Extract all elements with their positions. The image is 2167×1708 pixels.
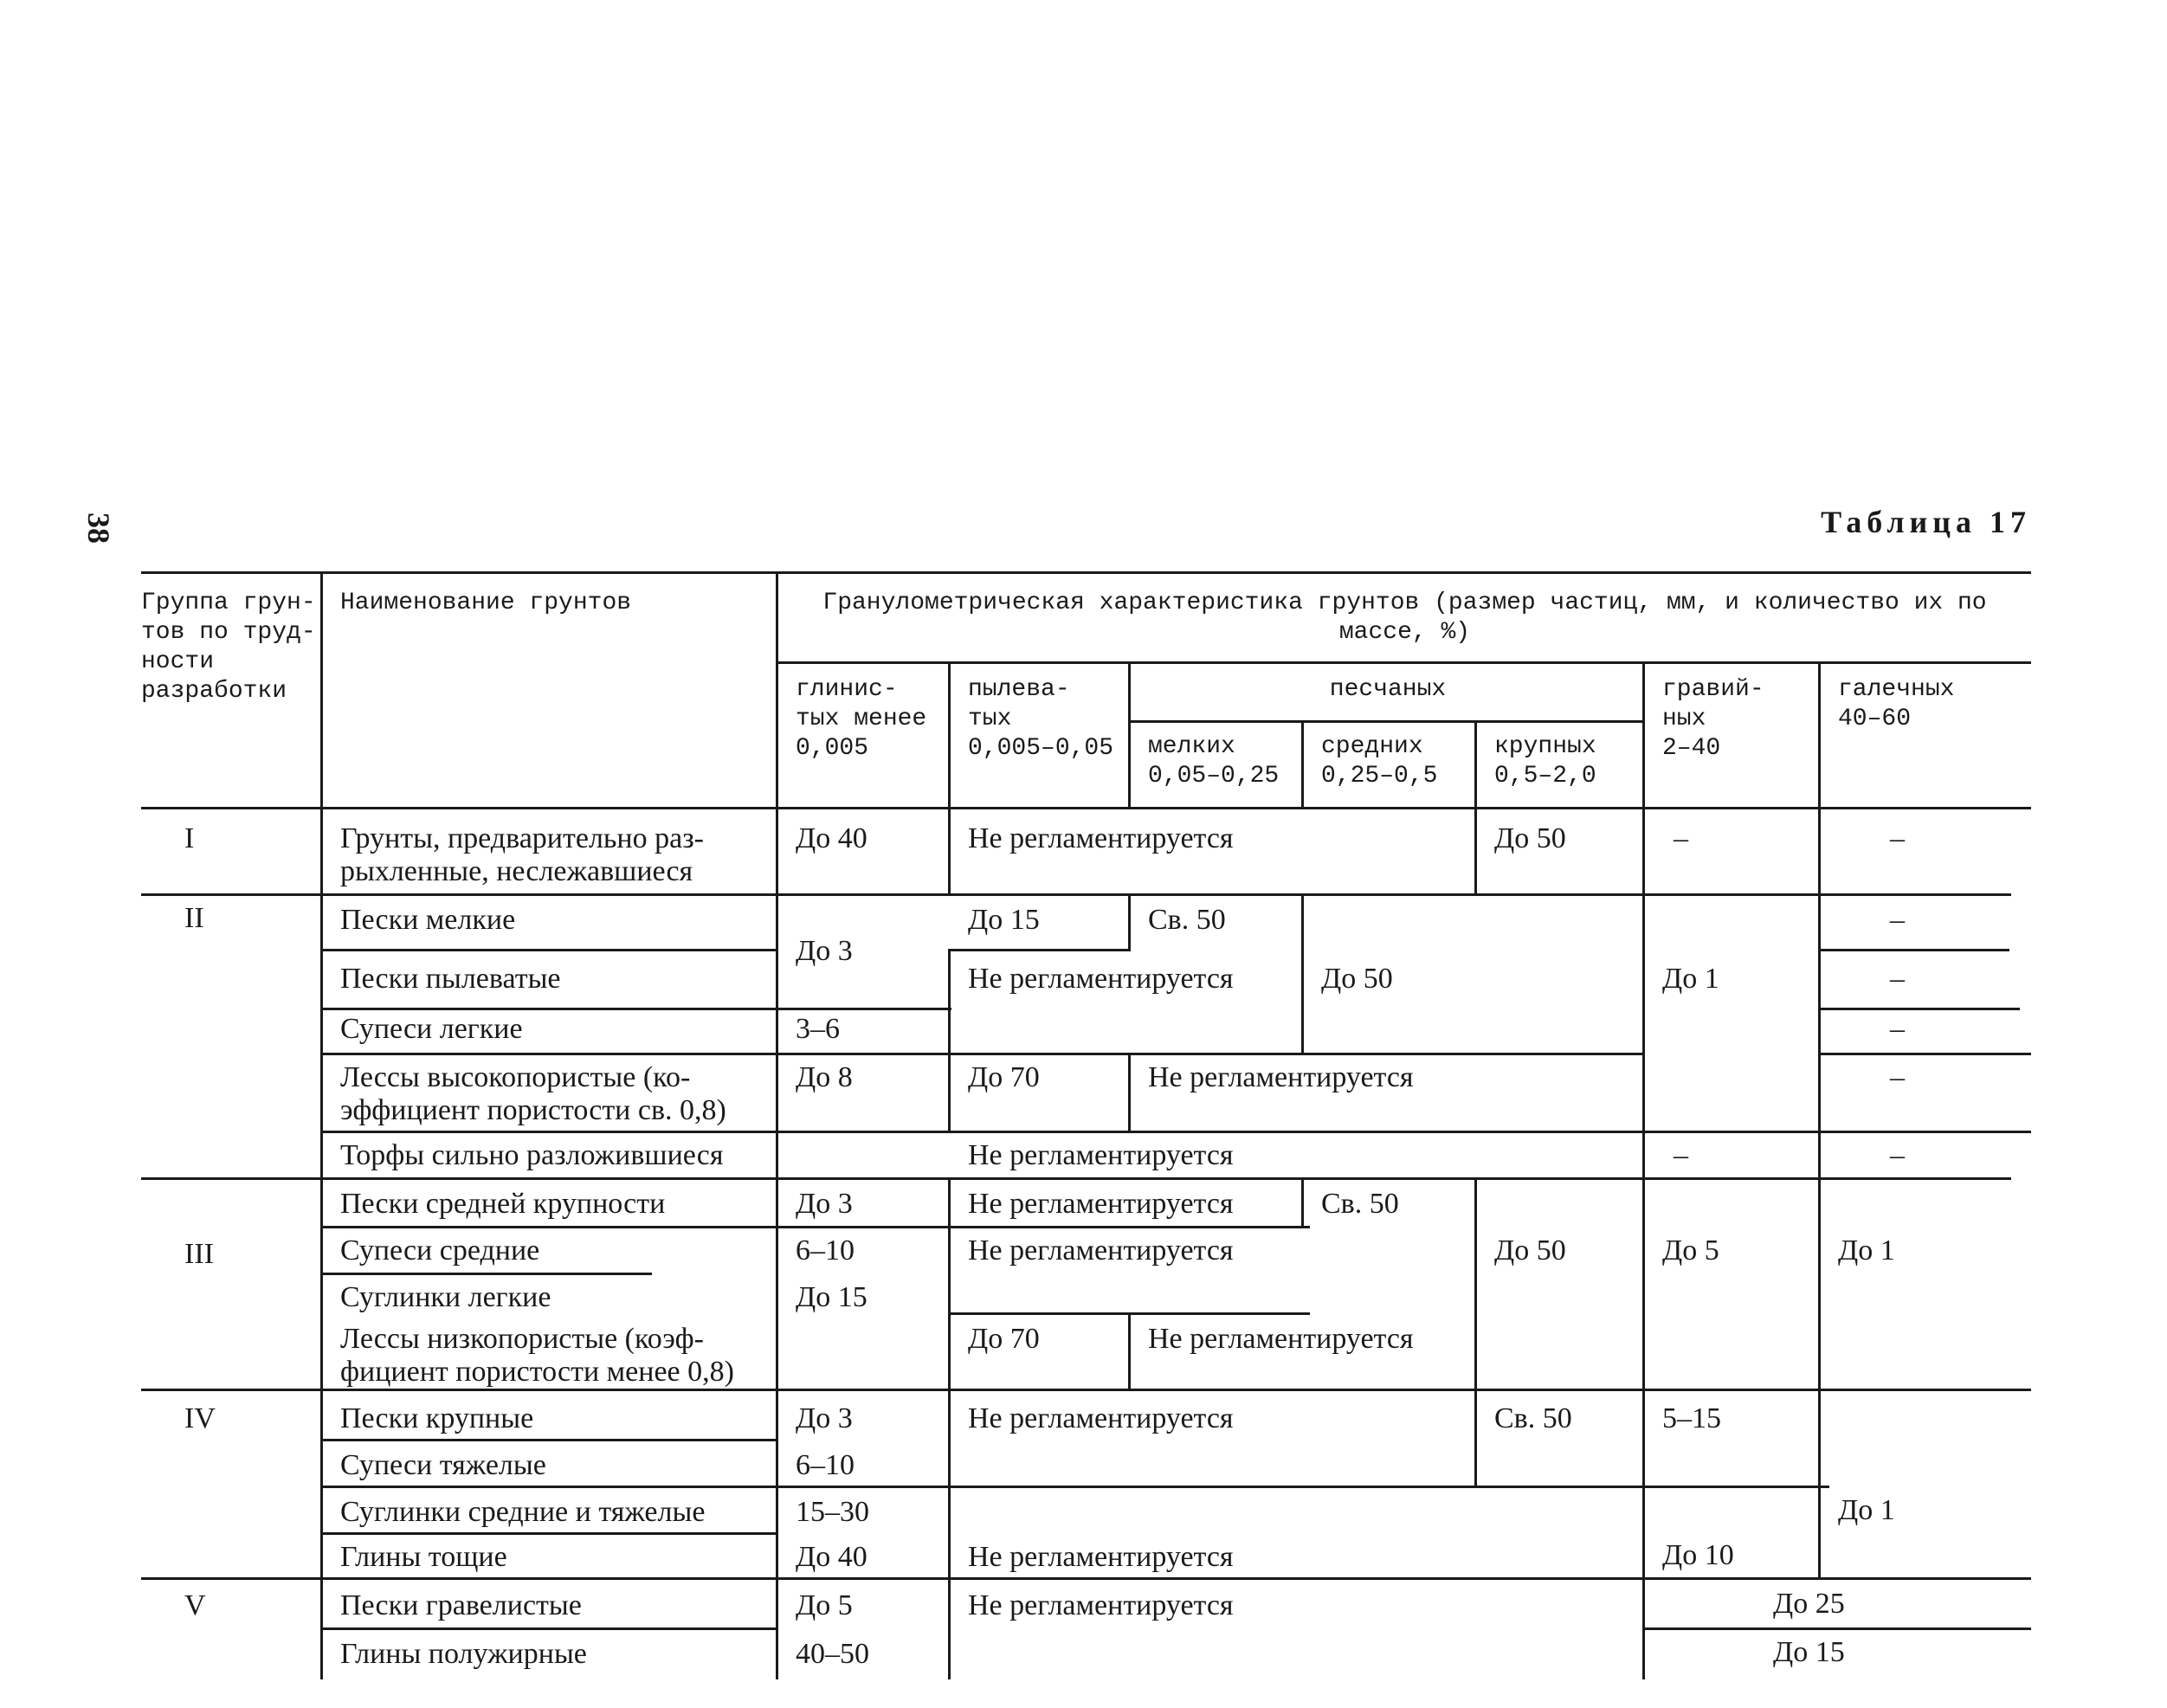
rule-col-medium-r2 (1301, 893, 1304, 1053)
rule-top (141, 571, 2031, 574)
rule-col-coarse-head (1474, 720, 1477, 807)
row-12-clay: 6–10 (796, 1449, 855, 1481)
row-13-clay: 15–30 (796, 1496, 869, 1528)
row-8-mid: Не регламентируется (968, 1234, 1234, 1266)
row-11-gravel: 5–15 (1662, 1402, 1721, 1434)
row-2-3-clay: До 3 (796, 935, 853, 967)
row-2-4-sand: До 50 (1321, 963, 1393, 995)
rule-col-silt-d (948, 1177, 951, 1389)
rule-col-coarse-r7 (1474, 1177, 1477, 1389)
rule-header-sub (778, 661, 2031, 664)
row-1-coarse: До 50 (1494, 822, 1566, 854)
table-17 (141, 571, 2031, 1679)
row-14-clay: До 40 (796, 1541, 867, 1573)
rule-row-1 (141, 893, 2011, 896)
header-sand-medium: средних 0,25–0,5 (1321, 733, 1438, 790)
row-12-name: Супеси тяжелые (340, 1449, 546, 1481)
row-2-6-gravel: До 1 (1662, 963, 1719, 995)
group-4: IV (184, 1402, 216, 1434)
header-sand-fine: мелких 0,05–0,25 (1148, 733, 1280, 790)
row-9-name: Суглинки легкие (340, 1281, 551, 1313)
row-5-rest: Не регламентируется (1148, 1061, 1414, 1093)
rule-row-12 (323, 1486, 1829, 1488)
row-10-silt: До 70 (968, 1323, 1040, 1355)
rule-col-silt-b (948, 949, 951, 1053)
row-11-14-pebble: До 1 (1838, 1494, 1895, 1526)
table-title: Таблица 17 (1821, 505, 2031, 539)
group-2: II (184, 902, 204, 934)
row-16-name: Глины полужирные (340, 1638, 587, 1670)
row-7-10-pebble: До 1 (1838, 1234, 1895, 1266)
rule-col-fine-r2 (1128, 893, 1131, 951)
row-1-mid: Не регламентируется (968, 822, 1234, 854)
rule-row-13 (323, 1532, 778, 1535)
header-group: Группа грун- тов по труд- ности разработки (141, 590, 316, 705)
rule-col-coarse-r11 (1474, 1389, 1477, 1486)
row-8-clay: 6–10 (796, 1234, 855, 1266)
header-pebble: галечных 40–60 (1838, 676, 1955, 732)
rule-row-7 (323, 1226, 1310, 1228)
row-5-pebble: – (1890, 1061, 1905, 1093)
row-11-name: Пески крупные (340, 1402, 534, 1434)
header-gravel: гравий- ных 2–40 (1662, 676, 1764, 762)
row-4-pebble: – (1890, 1013, 1905, 1045)
row-1-clay: До 40 (796, 822, 867, 854)
header-clay: глинис- тых менее 0,005 (796, 676, 927, 762)
row-3-name: Пески пылеватые (340, 963, 561, 995)
row-11-clay: До 3 (796, 1402, 853, 1434)
row-5-name: Лессы высокопористые (ко- эффициент пористости св. 0,8) (340, 1061, 726, 1126)
row-12-14-mid: Не регламентируется (968, 1541, 1234, 1573)
rule-row-5 (323, 1131, 2031, 1133)
page-number: 38 (81, 512, 116, 544)
rule-col-fine-r5 (1128, 1053, 1131, 1131)
row-6-mid: Не регламентируется (968, 1139, 1234, 1171)
rule-row-10 (141, 1389, 2031, 1391)
row-10-rest: Не регламентируется (1148, 1323, 1414, 1355)
header-granulometry: Гранулометрическая характеристика грунтов (размер частиц, мм, и количество их по массе, %) (822, 590, 1987, 646)
row-4-name: Супеси легкие (340, 1013, 523, 1045)
row-11-mid: Не регламентируется (968, 1402, 1234, 1434)
row-16-gravel-pebble: До 15 (1773, 1636, 1845, 1668)
row-6-name: Торфы сильно разложившиеся (340, 1139, 724, 1171)
row-7-10-coarse: До 50 (1494, 1234, 1566, 1266)
row-13-name: Суглинки средние и тяжелые (340, 1496, 706, 1528)
row-8-name: Супеси средние (340, 1234, 540, 1266)
rule-col-silt-e (948, 1389, 951, 1679)
header-silt: пылева- тых 0,005–0,05 (968, 676, 1114, 762)
row-10-name: Лессы низкопористые (коэф- фициент пористости менее 0,8) (340, 1323, 734, 1388)
row-12-14-gravel: До 10 (1662, 1539, 1734, 1571)
rule-col-pebble (1818, 661, 1821, 1577)
rule-sand-sub (1131, 720, 1645, 723)
rule-row-4 (323, 1053, 1645, 1055)
row-1-pebble: – (1890, 822, 1905, 854)
rule-row-8 (323, 1273, 652, 1275)
rule-col-silt (948, 661, 951, 895)
row-5-silt: До 70 (968, 1061, 1040, 1093)
row-2-name: Пески мелкие (340, 904, 516, 936)
row-5-clay: До 8 (796, 1061, 853, 1093)
row-3-pebble: – (1890, 963, 1905, 995)
group-1: I (184, 822, 195, 854)
rule-col-clay (776, 571, 778, 1679)
rule-row-4-pebble (1821, 1053, 2031, 1055)
row-1-gravel: – (1674, 822, 1688, 854)
rule-row-2-silt (951, 949, 1131, 951)
row-2-pebble: – (1890, 904, 1905, 936)
rule-row-15-gp (1644, 1627, 2031, 1630)
rule-row-14 (141, 1577, 2031, 1580)
rule-row-3-pebble (1821, 1008, 2020, 1010)
row-9-10-clay: До 15 (796, 1281, 867, 1313)
row-15-name: Пески гравелистые (340, 1589, 582, 1621)
rule-col-medium-head (1301, 720, 1304, 807)
rule-row-2-name (323, 949, 778, 951)
rule-col-coarse-r1 (1474, 807, 1477, 893)
row-2-fine: Св. 50 (1148, 904, 1226, 936)
row-14-name: Глины тощие (340, 1541, 507, 1573)
header-sand-coarse: крупных 0,5–2,0 (1494, 733, 1596, 790)
row-7-mid: Не регламентируется (968, 1188, 1234, 1220)
rule-row-6 (141, 1177, 2011, 1180)
rule-col-name (320, 571, 323, 1679)
row-4-clay: 3–6 (796, 1013, 840, 1045)
row-6-pebble: – (1890, 1139, 1905, 1171)
group-3: III (184, 1238, 214, 1270)
group-5: V (184, 1589, 206, 1621)
row-15-clay: До 5 (796, 1589, 853, 1621)
rule-col-fine-r10 (1128, 1312, 1131, 1389)
row-15-16-mid: Не регламентируется (968, 1589, 1234, 1621)
row-6-gravel: – (1674, 1139, 1688, 1171)
row-15-gravel-pebble: До 25 (1773, 1588, 1845, 1620)
row-7-clay: До 3 (796, 1188, 853, 1220)
rule-row-11 (323, 1439, 778, 1441)
rule-col-medium-r7 (1301, 1177, 1304, 1226)
rule-row-3 (323, 1008, 951, 1010)
rule-row-15 (323, 1627, 778, 1630)
row-7-medium: Св. 50 (1321, 1188, 1399, 1220)
rule-row-2-pebble (1821, 949, 2009, 951)
rule-header-bottom (141, 807, 2031, 809)
row-16-clay: 40–50 (796, 1638, 869, 1670)
row-1-name: Грунты, предварительно раз- рыхленные, неслежавшиеся (340, 822, 704, 887)
row-7-name: Пески средней крупности (340, 1188, 666, 1220)
row-11-coarse: Св. 50 (1494, 1402, 1572, 1434)
rule-col-gravel (1642, 661, 1645, 1679)
row-3-mid: Не регламентируется (968, 963, 1234, 995)
header-sand: песчаных (1329, 676, 1447, 703)
row-2-silt: До 15 (968, 904, 1040, 936)
rule-col-silt-c (948, 1053, 951, 1131)
header-name: Наименование грунтов (340, 590, 632, 616)
row-7-10-gravel: До 5 (1662, 1234, 1719, 1266)
